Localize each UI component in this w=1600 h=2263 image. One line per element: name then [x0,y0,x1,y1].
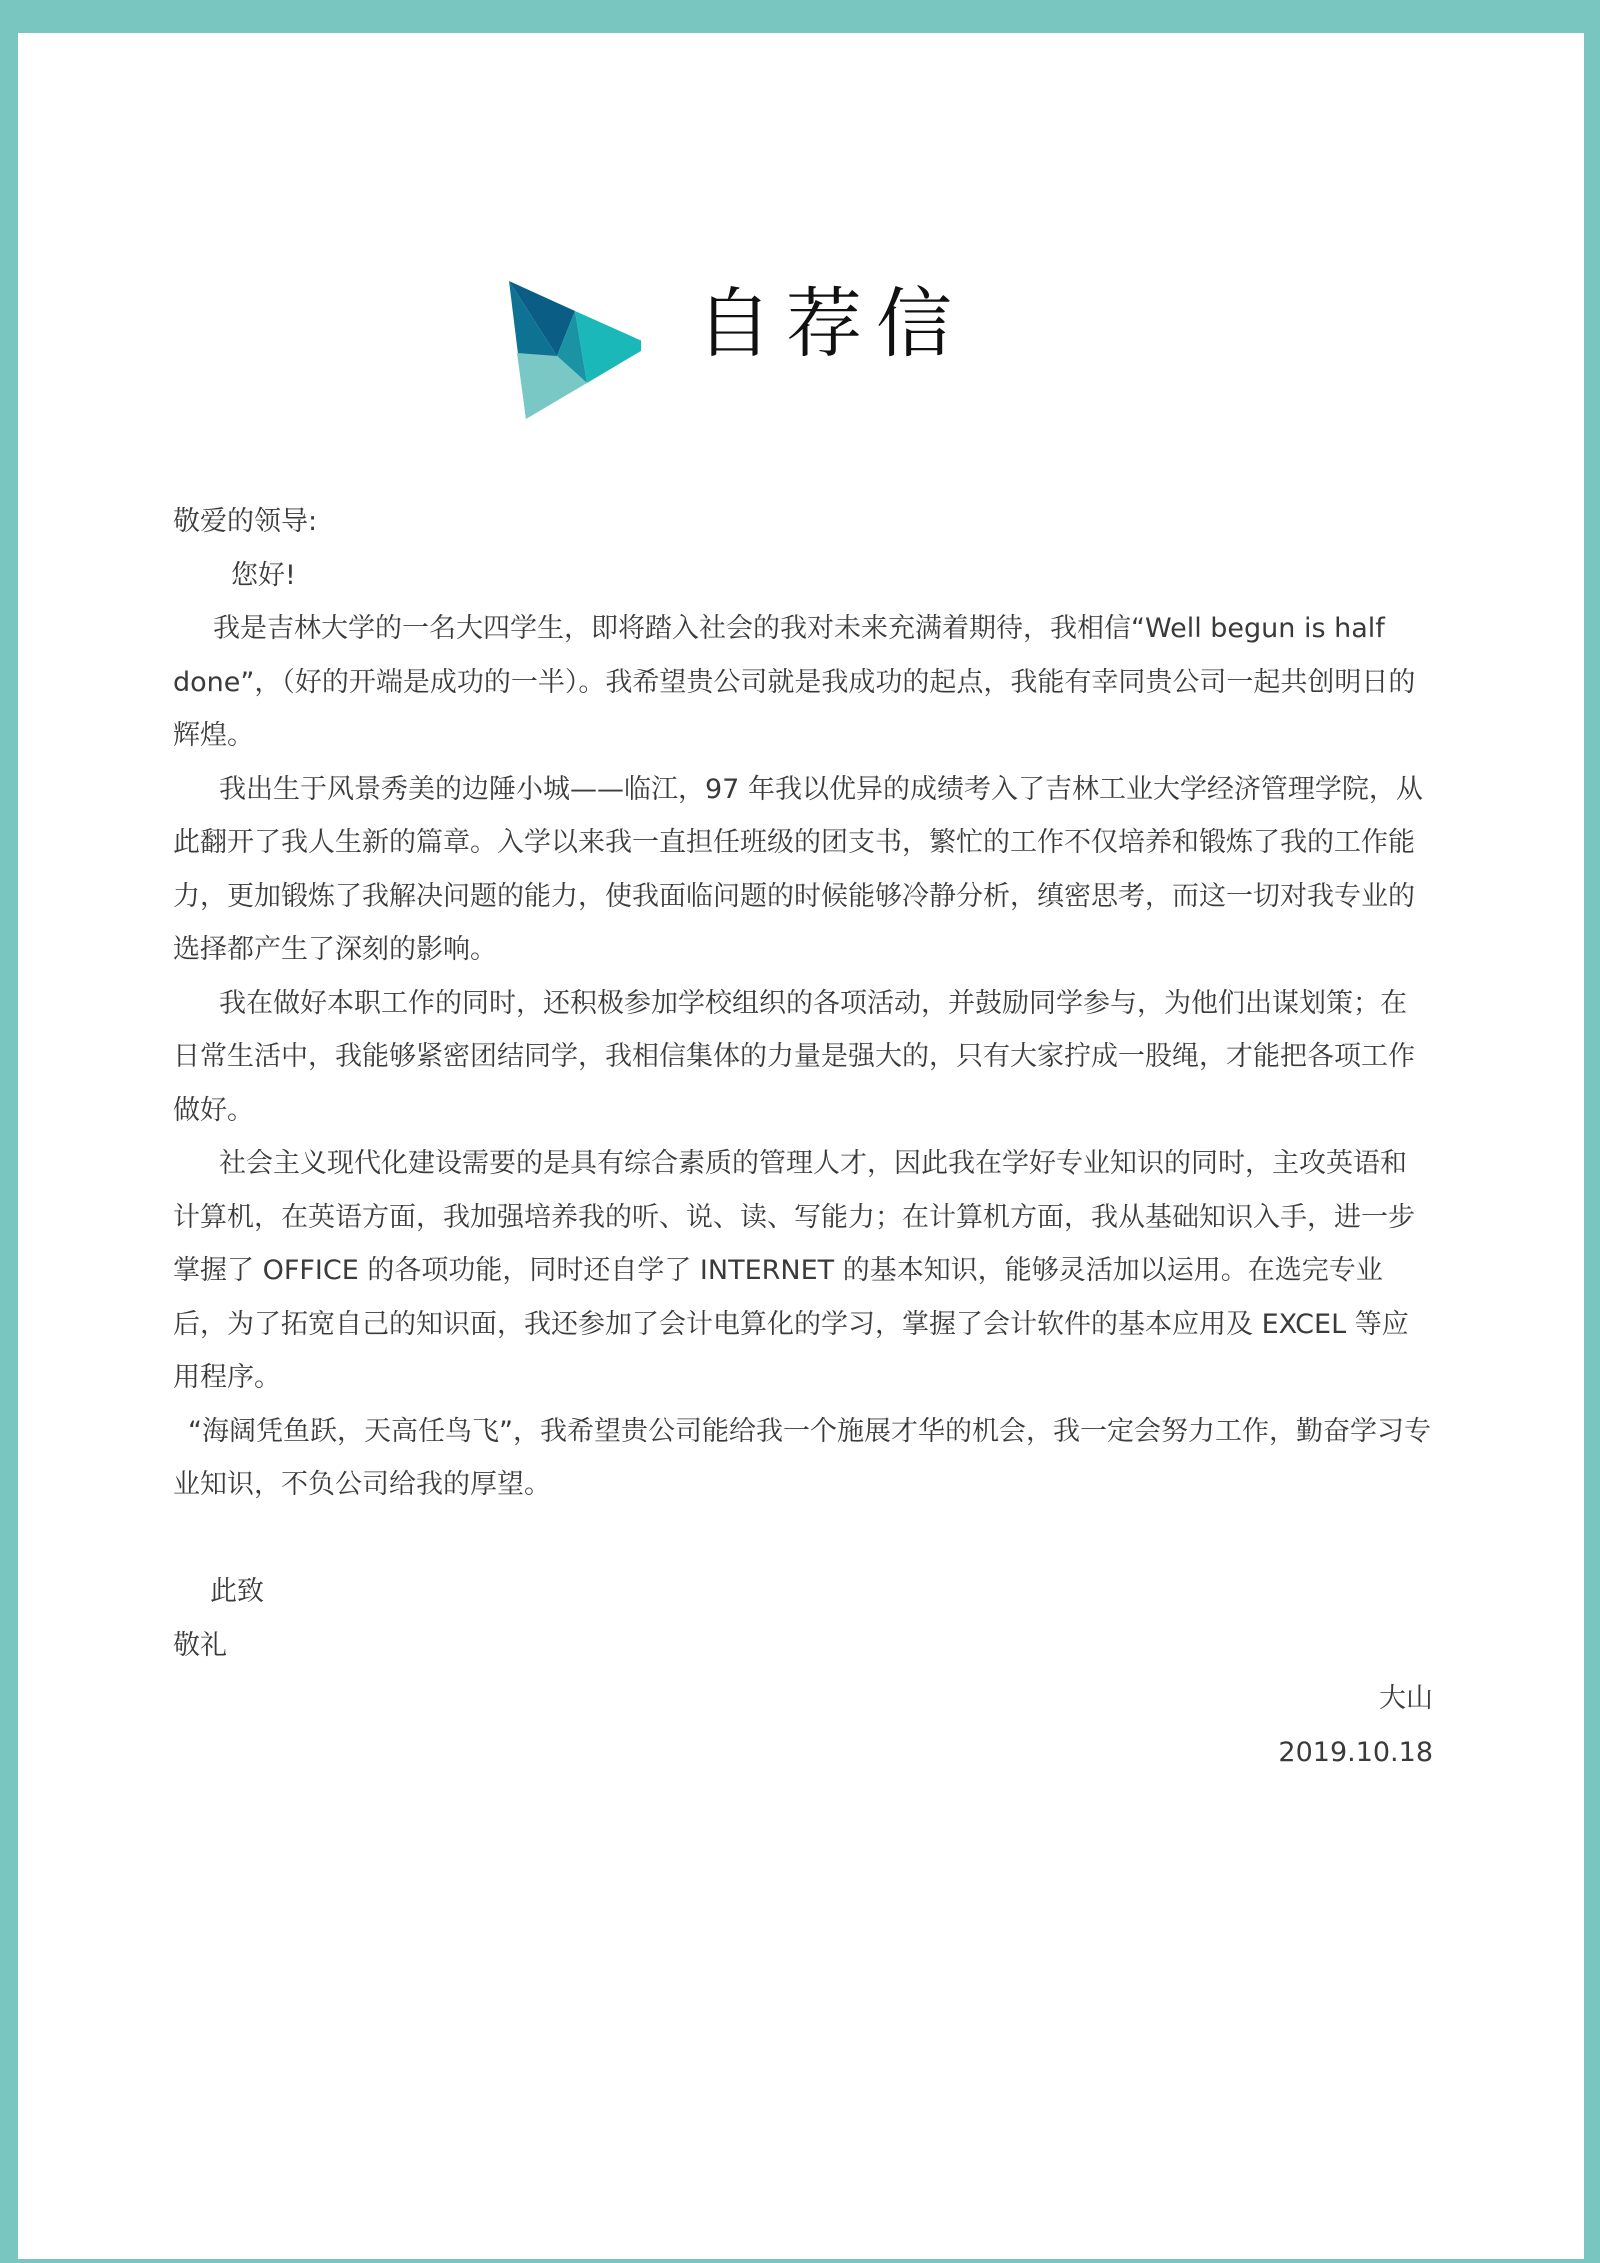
letter-paragraph-2: 我出生于风景秀美的边陲小城——临江，97 年我以优异的成绩考入了吉林工业大学经济管理学院，从此翻开了我人生新的篇章。入学以来我一直担任班级的团支书，繁忙的工作不仅培养和锻炼了我的工作能力，更加锻炼了我解决问题的能力，使我面临问题的时候能够冷静分析，缜密思考，而这一切对我专业的选择都产生了深刻的影响。 [173,773,1423,965]
letter-paragraph-1: 我是吉林大学的一名大四学生，即将踏入社会的我对未来充满着期待，我相信“Well begun is half done”，（好的开端是成功的一半）。我希望贵公司就是我成功的起点，我能有幸同贵公司一起共创明日的辉煌。 [173,613,1416,751]
letter-closing-1: 此致 [210,1576,264,1607]
letter-paragraph-3: 我在做好本职工作的同时，还积极参加学校组织的各项活动，并鼓励同学参与，为他们出谋划策；在日常生活中，我能够紧密团结同学，我相信集体的力量是强大的，只有大家拧成一股绳，才能把各项工作做好。 [173,987,1415,1126]
letter-header-logo [491,248,1011,428]
play-triangle-logo-icon [491,248,641,428]
letter-signature: 大山 [1379,1683,1433,1714]
letter-page [18,33,1584,2259]
letter-closing-2: 敬礼 [173,1629,227,1661]
letter-date: 2019.10.18 [1278,1736,1433,1768]
paragraph-spacer [173,1512,1433,1566]
letter-body [173,495,1433,1779]
letter-paragraph-5: “海阔凭鱼跃，天高任鸟飞”，我希望贵公司能给我一个施展才华的机会，我一定会努力工作，勤奋学习专业知识，不负公司给我的厚望。 [173,1415,1431,1500]
letter-title: 自荐信 [696,279,966,368]
letter-salutation: 敬爱的领导: [173,506,318,537]
letter-paragraph-4: 社会主义现代化建设需要的是具有综合素质的管理人才，因此我在学好专业知识的同时，主攻英语和计算机，在英语方面，我加强培养我的听、说、读、写能力；在计算机方面，我从基础知识入手，进一步掌握了 OFFICE 的各项功能，同时还自学了 INTERNET 的基本知识，能够灵活加以运用。在选完专业后，为了拓宽自己的知识面，我还参加了会计电算化的学习，掌握了会计软件的基本应用及 EXCEL 等应用程序。 [173,1148,1415,1393]
letter-greeting: 您好! [231,559,296,591]
